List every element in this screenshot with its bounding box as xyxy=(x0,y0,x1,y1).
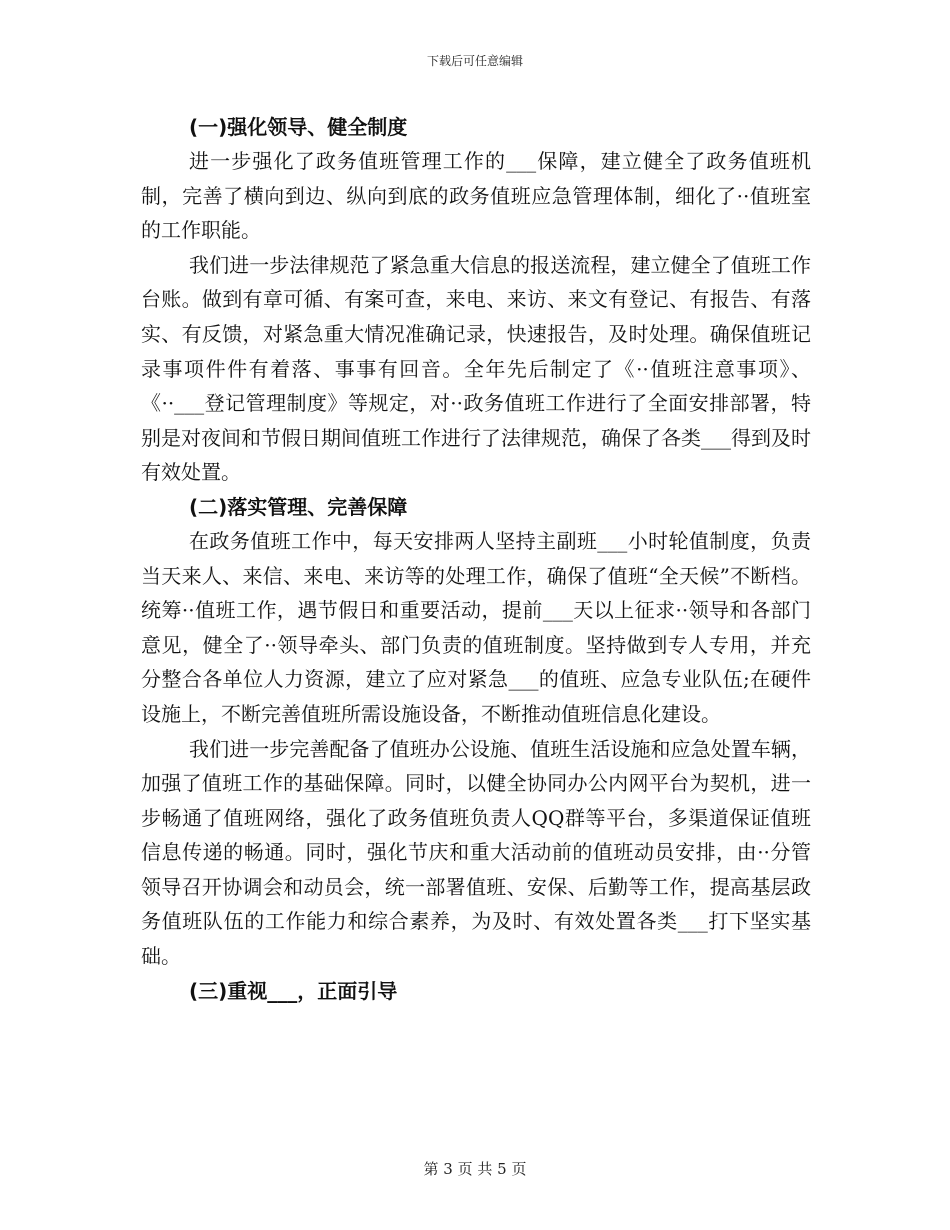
section-3 xyxy=(141,974,811,1008)
section-2 xyxy=(141,490,811,974)
document-body xyxy=(141,110,811,1008)
section-1 xyxy=(141,110,811,490)
section-heading: (二)落实管理、完善保障 xyxy=(189,494,408,519)
paragraph: 我们进一步完善配备了值班办公设施、值班生活设施和应急处置车辆，加强了值班工作的基础保障。同时，以健全协同办公内网平台为契机，进一步畅通了值班网络，强化了政务值班负责人QQ群等平台，多渠道保证值班信息传递的畅通。同时，强化节庆和重大活动前的值班动员安排，由··分管领导召开协调会和动员会，统一部署值班、安保、后勤等工作，提高基层政务值班队伍的工作能力和综合素养，为及时、有效处置各类___打下坚实基础。 xyxy=(141,736,811,969)
page-header: 下载后可任意编辑 xyxy=(426,54,523,68)
page-footer: 第 3 页 共 5 页 xyxy=(423,1160,527,1178)
paragraph: 我们进一步法律规范了紧急重大信息的报送流程，建立健全了值班工作台账。做到有章可循、有案可查，来电、来访、来文有登记、有报告、有落实、有反馈，对紧急重大情况准确记录，快速报告，及时处理。确保值班记录事项件件有着落、事事有回音。全年先后制定了《··值班注意事项》、《··___登记管理制度》等规定，对··政务值班工作进行了全面安排部署，特别是对夜间和节假日期间值班工作进行了法律规范，确保了各类___得到及时有效处置。 xyxy=(141,252,811,485)
section-heading: (三)重视___，正面引导 xyxy=(189,978,398,1003)
paragraph: 进一步强化了政务值班管理工作的___保障，建立健全了政务值班机制，完善了横向到边、纵向到底的政务值班应急管理体制，细化了··值班室的工作职能。 xyxy=(141,149,811,243)
paragraph: 在政务值班工作中，每天安排两人坚持主副班___小时轮值制度，负责当天来人、来信、来电、来访等的处理工作，确保了值班“全天候”不断档。统筹··值班工作，遇节假日和重要活动，提前___天以上征求··领导和各部门意见，健全了··领导牵头、部门负责的值班制度。坚持做到专人专用，并充分整合各单位人力资源，建立了应对紧急___的值班、应急专业队伍;在硬件设施上，不断完善值班所需设施设备，不断推动值班信息化建设。 xyxy=(141,528,811,726)
section-heading: (一)强化领导、健全制度 xyxy=(189,115,408,139)
